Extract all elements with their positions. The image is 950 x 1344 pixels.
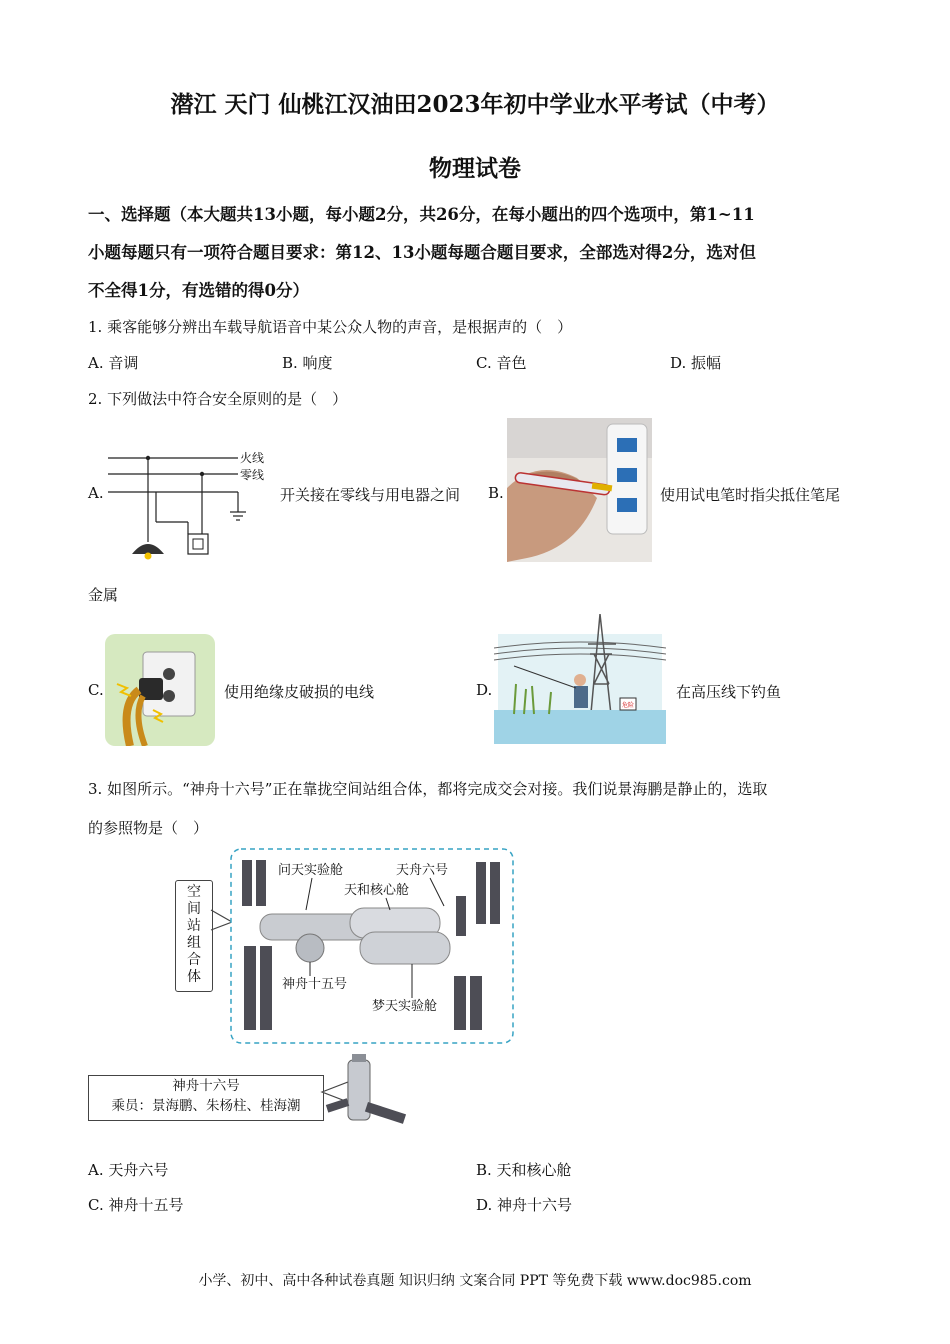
page-subtitle: 物理试卷 [429,155,521,182]
space-station-figure [230,848,514,1044]
label-shenzhou15: 神舟十五号 [282,977,348,992]
side-char: 合 [187,952,201,968]
crew-callout-box [88,1075,324,1121]
q1-option-c[interactable]: C. 音色 [476,354,527,372]
q2-option-a-text: 开关接在零线与用电器之间 [280,486,461,504]
page-title: 潜江 天门 仙桃江汉油田2023年初中学业水平考试（中考） [170,91,780,118]
danger-sign-text: 危险 [622,702,635,709]
fire-line-label: 火线 [240,451,265,465]
section-heading-line3: 不全得1分，有选错的得0分） [88,281,309,300]
side-char: 空 [187,884,201,900]
page-footer: 小学、初中、高中各种试卷真题 知识归纳 文案合同 PPT 等免费下载 www.doc985.com [198,1273,752,1289]
q2-option-c-text: 使用绝缘皮破损的电线 [224,683,375,701]
q2-option-b-text: 使用试电笔时指尖抵住笔尾 [660,486,841,504]
side-char: 站 [187,918,201,934]
shenzhou16-spacecraft [320,1052,412,1130]
space-station-side-label-box [175,880,213,992]
q3-stem-line2: 的参照物是（ ） [88,819,209,837]
crew-title: 神舟十六号 [172,1078,240,1094]
damaged-wire-illustration [105,634,215,746]
section-heading-line1: 一、选择题（本大题共13小题，每小题2分，共26分，在每小题出的四个选项中，第1~11 [88,205,755,224]
q2-option-c-label[interactable]: C. [88,681,104,699]
label-tianzhou: 天舟六号 [396,863,449,878]
section-heading-line2: 小题每题只有一项符合题目要求：第12、13小题每题合题目要求，全部选对得2分，选对但 [88,243,756,262]
label-wentian: 问天实验舱 [278,863,344,878]
q2-option-d-label[interactable]: D. [476,681,493,699]
side-char: 间 [187,901,201,917]
q1-stem: 1. 乘客能够分辨出车载导航语音中某公众人物的声音，是根据声的（ ） [88,318,573,336]
q2-option-b-label[interactable]: B. [488,484,504,502]
q2-option-b-text-cont: 金属 [88,586,119,604]
side-char: 组 [187,935,201,951]
q2-stem: 2. 下列做法中符合安全原则的是（ ） [88,390,348,408]
fishing-under-power-line-illustration [494,614,666,744]
q2-option-a-label[interactable]: A. [88,484,104,502]
label-tianhe: 天和核心舱 [344,883,410,898]
test-pen-photo [507,418,652,562]
zero-line-label: 零线 [240,468,265,482]
q3-option-c[interactable]: C. 神舟十五号 [88,1196,184,1214]
label-mengtian: 梦天实验舱 [372,999,438,1014]
q3-stem-line1: 3. 如图所示。“神舟十六号”正在靠拢空间站组合体，都将完成交会对接。我们说景海鹏是静止的，选取 [88,780,768,798]
side-char: 体 [187,969,201,985]
q3-option-b[interactable]: B. 天和核心舱 [476,1161,572,1179]
crew-members: 乘员：景海鹏、朱杨柱、桂海潮 [111,1098,301,1114]
q3-option-a[interactable]: A. 天舟六号 [88,1161,169,1179]
q1-option-d[interactable]: D. 振幅 [670,354,722,372]
q2-option-d-text: 在高压线下钓鱼 [676,683,782,701]
q3-option-d[interactable]: D. 神舟十六号 [476,1196,573,1214]
q1-option-b[interactable]: B. 响度 [282,354,333,372]
circuit-diagram [104,442,276,564]
q1-option-a[interactable]: A. 音调 [88,354,139,372]
